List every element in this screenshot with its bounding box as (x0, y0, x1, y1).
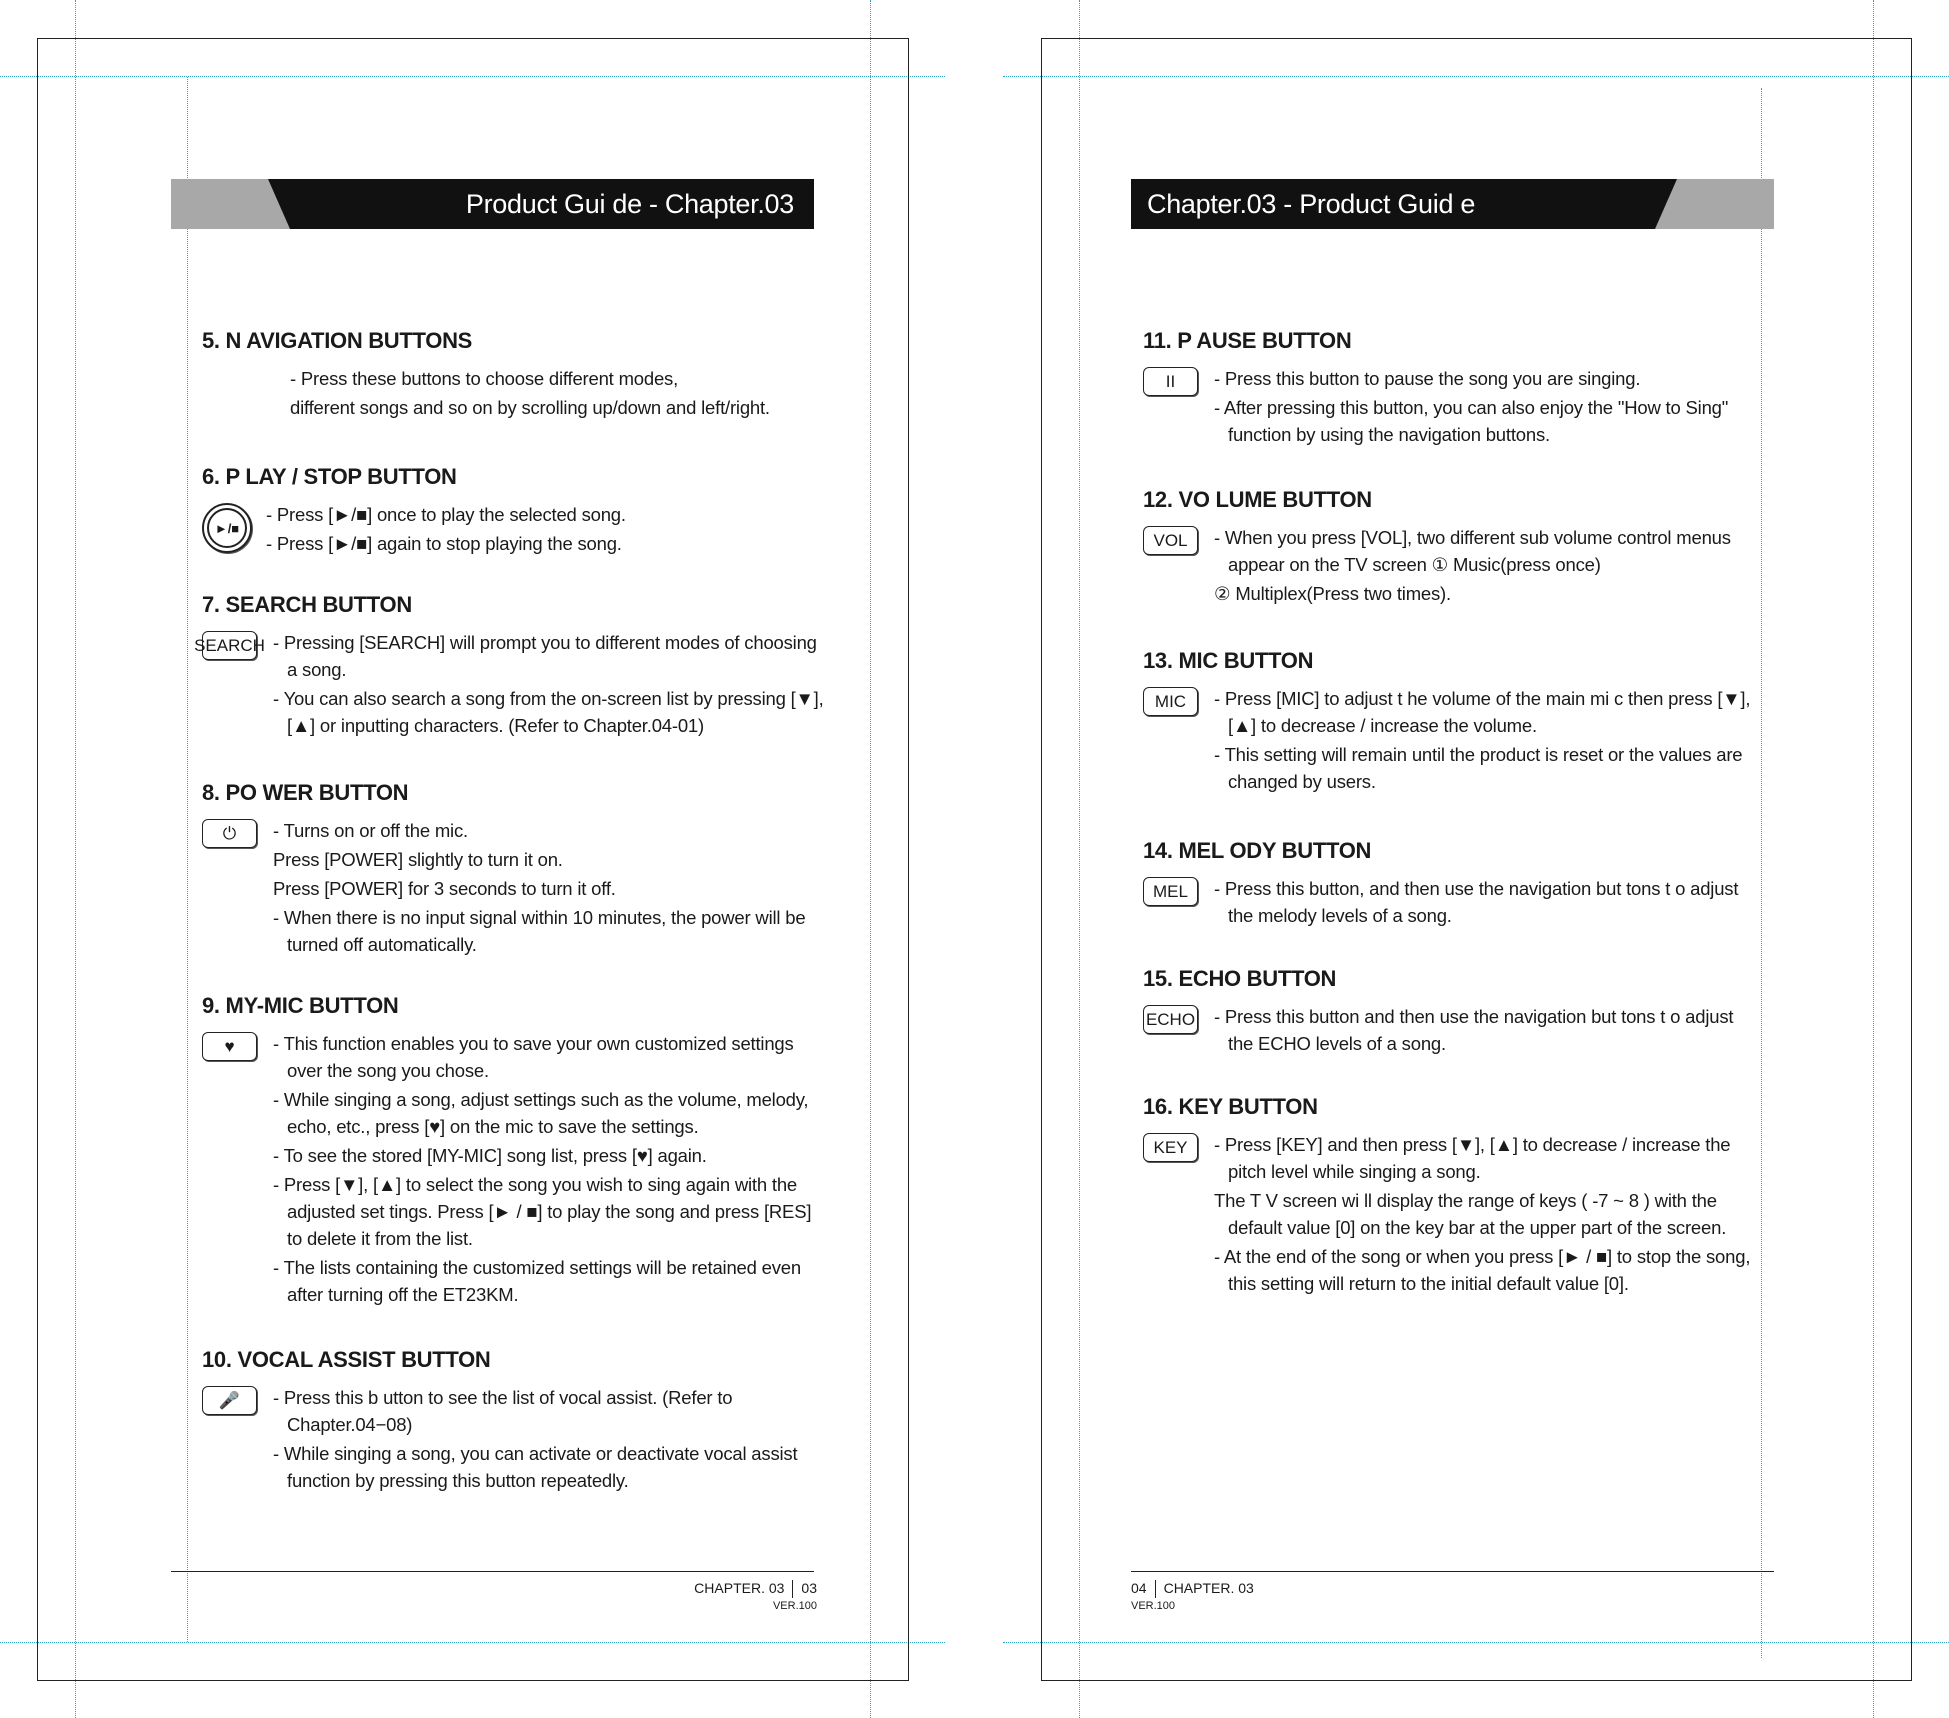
section-heading: 12. VO LUME BUTTON (1143, 487, 1372, 512)
right-footer-page-number: 04 (1131, 1580, 1147, 1596)
left-footer-page-number: 03 (801, 1580, 817, 1596)
section-line: - While singing a song, adjust settings such as the volume, melody, echo, etc., press [♥] on the mic to save the settings. (273, 1089, 809, 1137)
left-page-section (194, 589, 827, 739)
section-line: - This setting will remain until the product is reset or the values are changed by users. (1214, 744, 1743, 792)
section-heading: 6. P LAY / STOP BUTTON (202, 464, 457, 489)
section-line: The T V screen wi ll display the range of keys ( -7 ~ 8 ) with the default value [0] on the key bar at the upper part of the screen. (1214, 1190, 1727, 1238)
icon-glyph: MEL (1153, 881, 1188, 901)
right-page-content (1143, 325, 1758, 1297)
section-line: - To see the stored [MY-MIC] song list, press [♥] again. (273, 1145, 707, 1166)
icon-glyph: VOL (1153, 530, 1188, 550)
right-footer-rule (1131, 1571, 1774, 1572)
mic-key-icon (1143, 687, 1198, 716)
section-heading: 10. VOCAL ASSIST BUTTON (202, 1347, 491, 1372)
left-page-banner (171, 179, 814, 229)
section-line: - The lists containing the customized settings will be retained even after turning off the ET23KM. (273, 1257, 801, 1305)
volume-key-icon (1143, 526, 1198, 555)
right-page-banner (1131, 179, 1774, 229)
icon-glyph: SEARCH (194, 635, 265, 655)
section-line: - Press this button and then use the navigation but tons t o adjust the ECHO levels of a song. (1214, 1006, 1734, 1054)
echo-key-icon (1143, 1005, 1198, 1034)
section-heading: 14. MEL ODY BUTTON (1143, 838, 1372, 863)
icon-glyph: KEY (1153, 1137, 1188, 1157)
section-line: different songs and so on by scrolling up/down and left/right. (290, 397, 770, 418)
left-footer-rule (171, 1571, 814, 1572)
section-line: - Press this button to pause the song you are singing. (1214, 368, 1641, 389)
left-page-section (202, 990, 827, 1308)
section-line: - Press [►/■] again to stop playing the song. (266, 533, 622, 554)
right-page-section (1143, 835, 1758, 929)
section-heading: 9. MY-MIC BUTTON (202, 993, 399, 1018)
section-line: - After pressing this button, you can also enjoy the "How to Sing" function by using the navigation buttons. (1214, 397, 1729, 445)
play-stop-icon (202, 503, 252, 553)
right-banner-title: Chapter.03 - Product Guid e (1147, 189, 1476, 219)
icon-glyph: MIC (1154, 691, 1187, 711)
left-footer-chapter: CHAPTER. 03 (694, 1580, 785, 1596)
microphone-icon (202, 1386, 257, 1415)
section-line: - When you press [VOL], two different sub volume control menus appear on the TV screen ① Music(press once) (1214, 527, 1731, 575)
left-page-section (202, 325, 827, 421)
search-key-icon (194, 631, 265, 660)
section-line: Press [POWER] for 3 seconds to turn it off. (273, 878, 616, 899)
section-line: - This function enables you to save your own customized settings over the song you chose. (273, 1033, 794, 1081)
section-line: - Press this button, and then use the navigation but tons t o adjust the melody levels of a song. (1214, 878, 1739, 926)
icon-glyph: II (1165, 371, 1176, 391)
right-page-section (1143, 645, 1758, 795)
section-heading: 5. N AVIGATION BUTTONS (202, 328, 473, 353)
section-line: - Press [MIC] to adjust t he volume of the main mi c then press [▼], [▲] to decrease / increase the volume. (1214, 688, 1751, 736)
melody-key-icon (1143, 877, 1198, 906)
right-footer (1131, 1580, 1254, 1615)
left-page-content (194, 325, 827, 1494)
right-page-section (1143, 1091, 1758, 1297)
section-heading: 13. MIC BUTTON (1143, 648, 1314, 673)
left-footer-version: VER.100 (772, 1600, 817, 1613)
power-icon (202, 819, 257, 848)
section-line: Press [POWER] slightly to turn it on. (273, 849, 563, 870)
section-line: - Press these buttons to choose different modes, (290, 368, 679, 389)
left-footer (600, 1580, 817, 1615)
icon-glyph: ⏻ (222, 823, 237, 843)
right-footer-chapter: CHAPTER. 03 (1163, 1580, 1254, 1596)
section-heading: 16. KEY BUTTON (1143, 1094, 1318, 1119)
right-page-section (1143, 325, 1758, 448)
section-line: - Press [▼], [▲] to select the song you wish to sing again with the adjusted set tings. Press [► / ■] to play the song and press [RES] to delete it from the list. (273, 1174, 812, 1249)
pause-icon (1143, 367, 1198, 396)
section-line: - While singing a song, you can activate or deactivate vocal assist function by pressing this button repeatedly. (273, 1443, 798, 1491)
section-heading: 11. P AUSE BUTTON (1143, 328, 1352, 353)
section-line: - Press [KEY] and then press [▼], [▲] to decrease / increase the pitch level while singing a song. (1214, 1134, 1731, 1182)
section-line: - Press [►/■] once to play the selected song. (266, 504, 626, 525)
icon-glyph: ♥ (224, 1036, 235, 1056)
icon-glyph: ECHO (1145, 1009, 1196, 1029)
section-line: - You can also search a song from the on-screen list by pressing [▼], [▲] or inputting characters. (Refer to Chapter.04-01) (273, 688, 824, 736)
section-line: - Pressing [SEARCH] will prompt you to different modes of choosing a song. (273, 632, 817, 680)
right-footer-version: VER.100 (1131, 1600, 1176, 1613)
section-line: - When there is no input signal within 10 minutes, the power will be turned off automatically. (273, 907, 806, 955)
icon-glyph: ►/■ (207, 508, 247, 548)
left-page-section (202, 461, 827, 557)
section-line: - At the end of the song or when you press [► / ■] to stop the song, this setting will return to the initial default value [0]. (1214, 1246, 1751, 1294)
icon-glyph: 🎤 (218, 1390, 241, 1410)
section-heading: 8. PO WER BUTTON (202, 780, 409, 805)
right-page-section (1143, 484, 1758, 607)
left-page-section (202, 1344, 827, 1494)
heart-icon (202, 1032, 257, 1061)
left-page-section (202, 777, 827, 958)
section-heading: 7. SEARCH BUTTON (202, 592, 412, 617)
right-page-section (1143, 963, 1758, 1057)
section-line: ② Multiplex(Press two times). (1214, 583, 1451, 604)
section-line: - Press this b utton to see the list of vocal assist. (Refer to Chapter.04−08) (273, 1387, 733, 1435)
section-heading: 15. ECHO BUTTON (1143, 966, 1337, 991)
key-key-icon (1143, 1133, 1198, 1162)
section-line: - Turns on or off the mic. (273, 820, 468, 841)
left-banner-title: Product Gui de - Chapter.03 (465, 189, 794, 219)
